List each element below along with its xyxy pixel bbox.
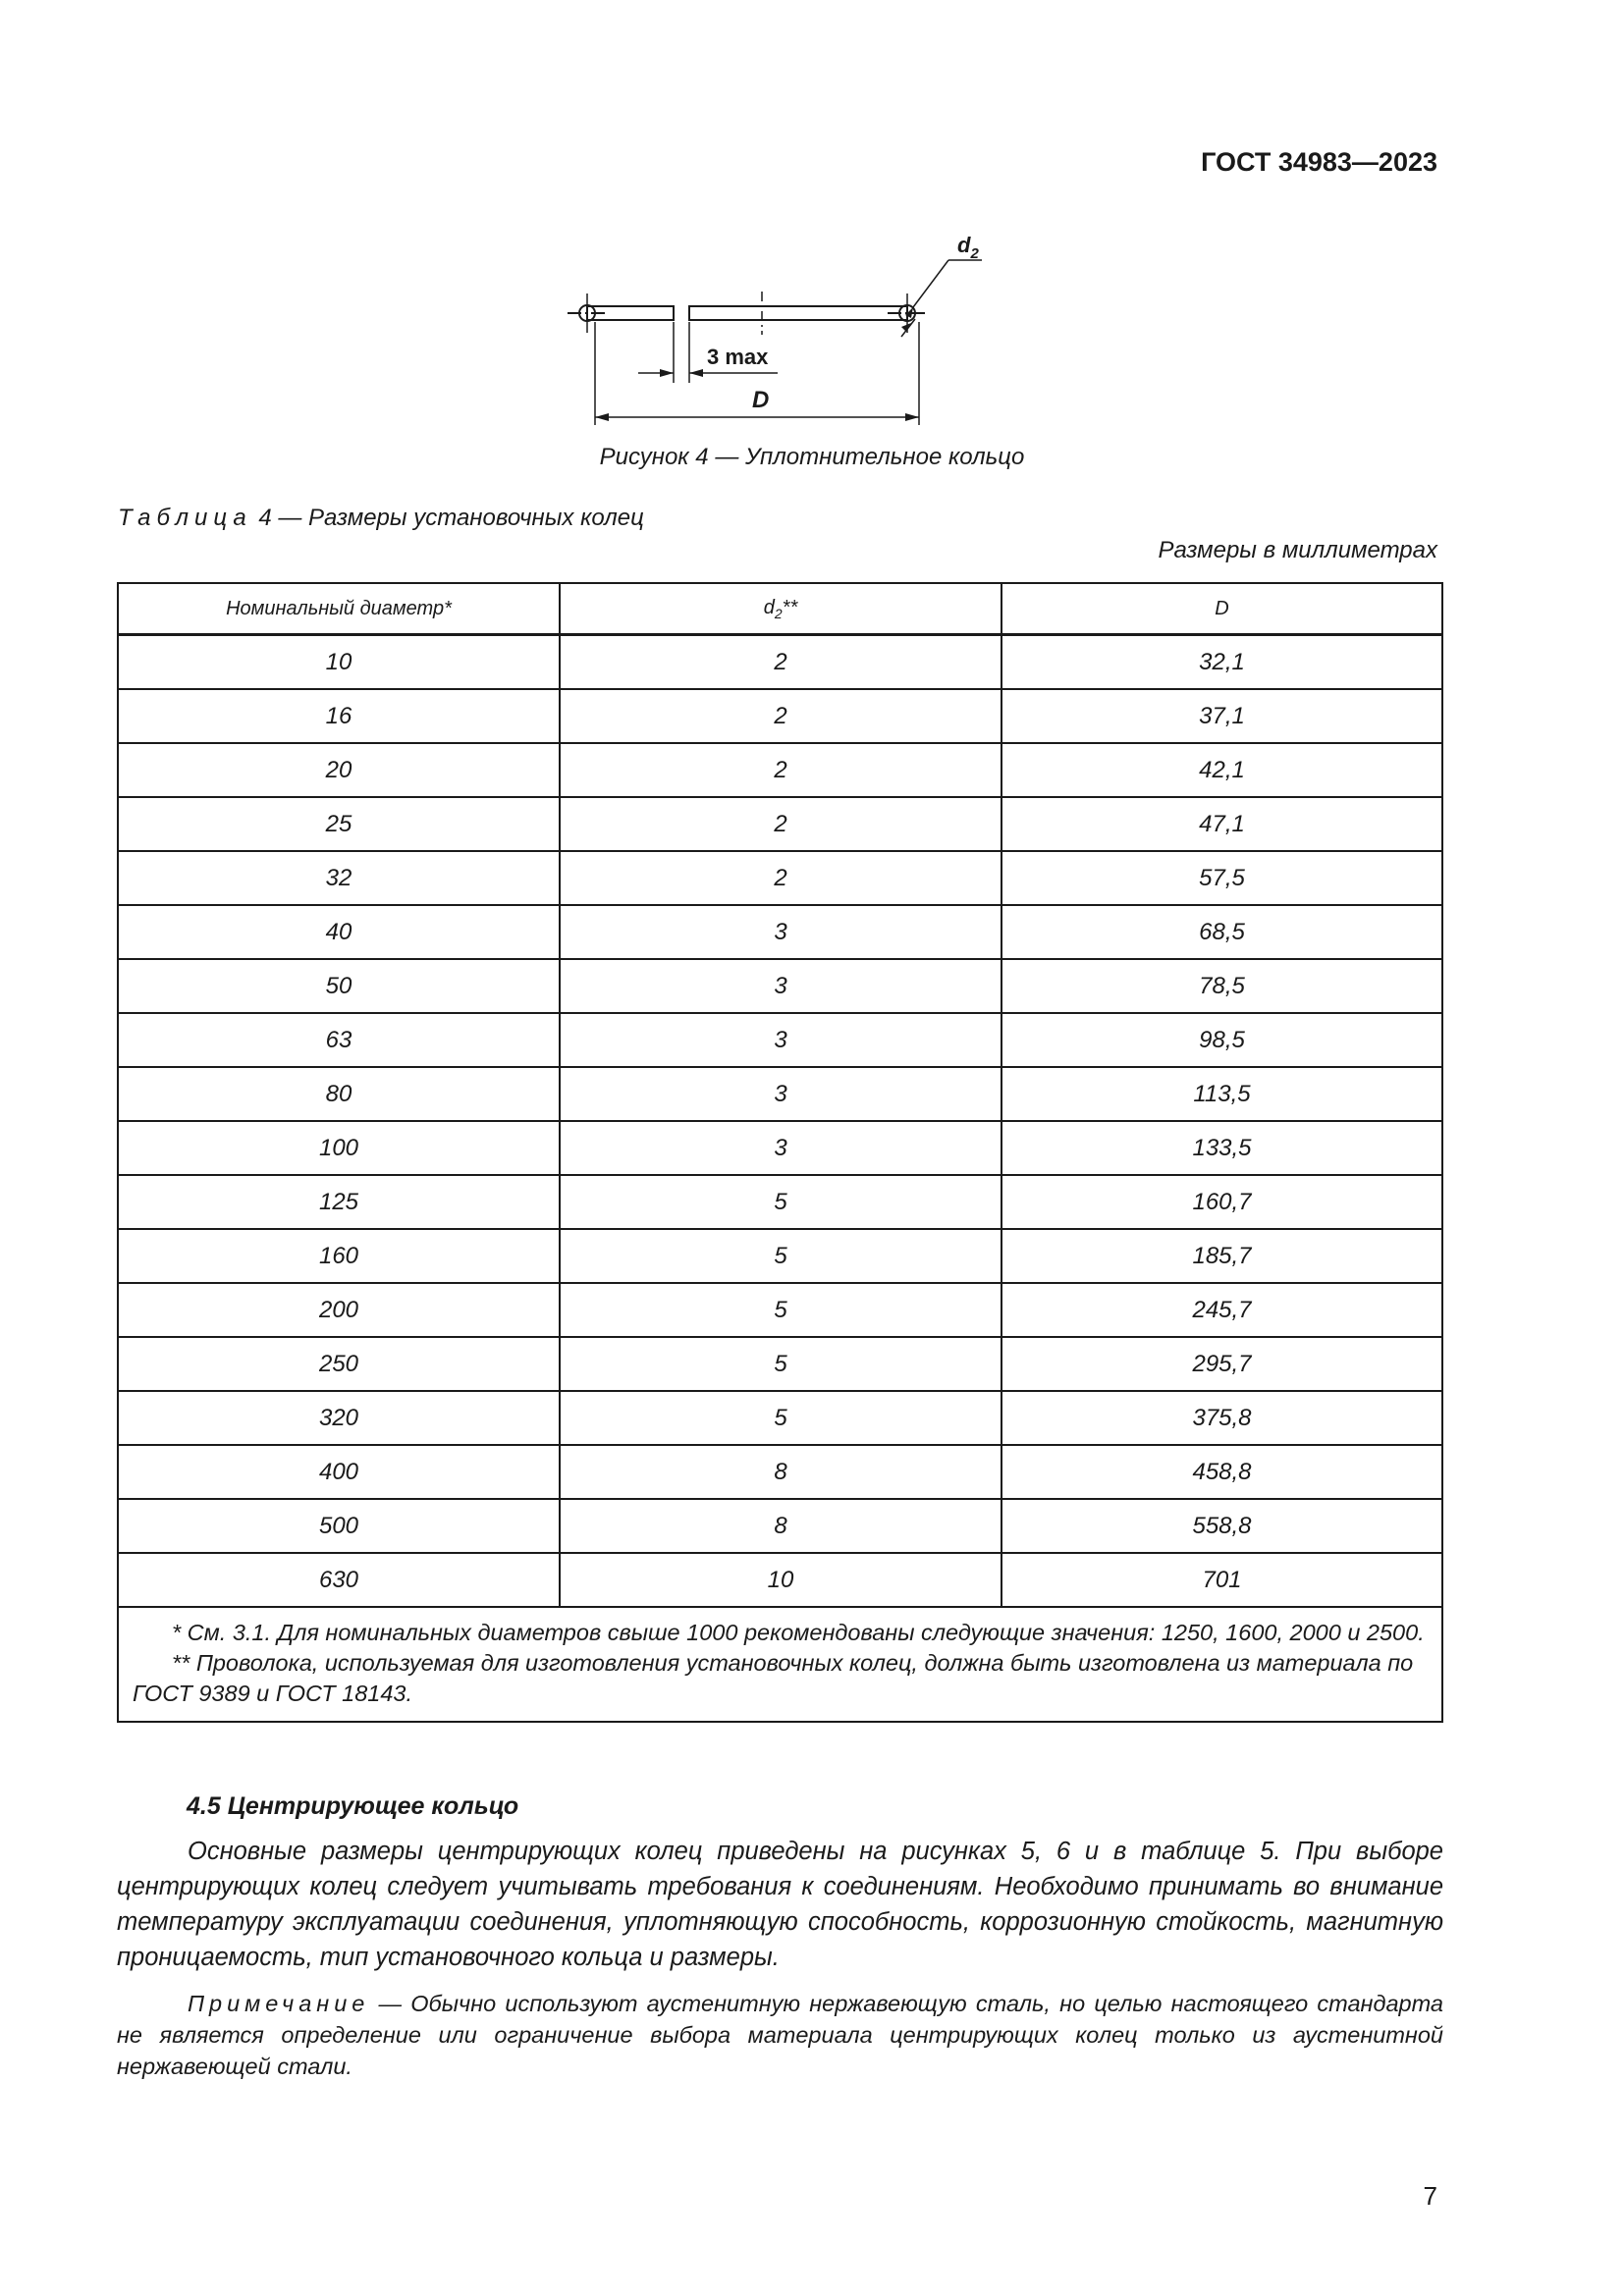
table-units: Размеры в миллиметрах xyxy=(1158,537,1437,563)
d2-cell: 3 xyxy=(560,905,1001,959)
label-3max: 3 max xyxy=(707,345,769,369)
dimensions-table xyxy=(117,582,1443,1723)
nominal-diameter-cell: 400 xyxy=(118,1445,560,1499)
D-cell: 42,1 xyxy=(1001,743,1442,797)
page-number: 7 xyxy=(1423,2181,1437,2211)
section-paragraph: Основные размеры центрирующих колец приведены на рисунках 5, 6 и в таблице 5. При выборе центрирующих колец следует учитывать требования к соединениям. Необходимо принимать во внимание температуру эксплуатации соединения, уплотняющую способность, коррозионную стойкость, магнитную проницаемость, тип установочного кольца и размеры. xyxy=(117,1838,1443,1971)
D-cell: 133,5 xyxy=(1001,1121,1442,1175)
nominal-diameter-cell: 10 xyxy=(118,635,560,690)
D-cell: 113,5 xyxy=(1001,1067,1442,1121)
d2-cell: 3 xyxy=(560,1121,1001,1175)
nominal-diameter-cell: 160 xyxy=(118,1229,560,1283)
D-cell: 558,8 xyxy=(1001,1499,1442,1553)
d2-cell: 3 xyxy=(560,1013,1001,1067)
table-row xyxy=(118,1499,1442,1553)
footnote-1: * См. 3.1. Для номинальных диаметров свыше 1000 рекомендованы следующие значения: 1250, 1600, 2000 и 2500. xyxy=(172,1620,1425,1645)
figure-caption: Рисунок 4 — Уплотнительное кольцо xyxy=(599,444,1025,470)
nominal-diameter-cell: 63 xyxy=(118,1013,560,1067)
table-row xyxy=(118,959,1442,1013)
table-footnotes xyxy=(118,1607,1442,1722)
table-row xyxy=(118,1013,1442,1067)
table-row xyxy=(118,1229,1442,1283)
nominal-diameter-cell: 320 xyxy=(118,1391,560,1445)
D-cell: 160,7 xyxy=(1001,1175,1442,1229)
nominal-diameter-cell: 630 xyxy=(118,1553,560,1607)
D-cell: 458,8 xyxy=(1001,1445,1442,1499)
table-title-rest: 4 — Размеры установочных колец xyxy=(251,505,644,531)
D-cell: 245,7 xyxy=(1001,1283,1442,1337)
header-d2: $d_2**$ xyxy=(560,583,1001,635)
D-cell: 375,8 xyxy=(1001,1391,1442,1445)
table-title xyxy=(118,505,644,532)
label-D: D xyxy=(752,387,770,413)
nominal-diameter-cell: 80 xyxy=(118,1067,560,1121)
table-row xyxy=(118,635,1442,690)
D-cell: 98,5 xyxy=(1001,1013,1442,1067)
d2-cell: 2 xyxy=(560,743,1001,797)
table-footnotes-row xyxy=(118,1607,1442,1722)
d2-cell: 5 xyxy=(560,1229,1001,1283)
header-nominal-diameter: Номинальный диаметр* xyxy=(118,583,560,635)
d2-cell: 10 xyxy=(560,1553,1001,1607)
D-cell: 185,7 xyxy=(1001,1229,1442,1283)
d2-cell: 2 xyxy=(560,797,1001,851)
nominal-diameter-cell: 20 xyxy=(118,743,560,797)
note-label: Примечание xyxy=(188,1991,370,2016)
table-row xyxy=(118,743,1442,797)
nominal-diameter-cell: 200 xyxy=(118,1283,560,1337)
footnote-2: ** Проволока, используемая для изготовления установочных колец, должна быть изготовлена из материала по ГОСТ 9389 и ГОСТ 18143. xyxy=(133,1650,1414,1706)
d2-cell: 5 xyxy=(560,1283,1001,1337)
nominal-diameter-cell: 32 xyxy=(118,851,560,905)
nominal-diameter-cell: 16 xyxy=(118,689,560,743)
D-cell: 295,7 xyxy=(1001,1337,1442,1391)
header-D: D xyxy=(1001,583,1442,635)
nominal-diameter-cell: 125 xyxy=(118,1175,560,1229)
table-header-row xyxy=(118,583,1442,635)
D-cell: 47,1 xyxy=(1001,797,1442,851)
table-row xyxy=(118,1067,1442,1121)
section-note xyxy=(117,1988,1443,2082)
table-row xyxy=(118,1391,1442,1445)
table-row xyxy=(118,1175,1442,1229)
table-row xyxy=(118,1121,1442,1175)
d2-cell: 3 xyxy=(560,1067,1001,1121)
label-d2: $d_2$ xyxy=(957,233,979,262)
table-title-prefix: Таблица xyxy=(118,505,252,531)
D-cell: 701 xyxy=(1001,1553,1442,1607)
d2-cell: 5 xyxy=(560,1175,1001,1229)
nominal-diameter-cell: 25 xyxy=(118,797,560,851)
D-cell: 32,1 xyxy=(1001,635,1442,690)
nominal-diameter-cell: 100 xyxy=(118,1121,560,1175)
table-row xyxy=(118,905,1442,959)
d2-cell: 8 xyxy=(560,1445,1001,1499)
d2-cell: 2 xyxy=(560,635,1001,690)
note-text: — Обычно используют аустенитную нержавеющую сталь, но целью настоящего стандарта не является определение или ограничение выбора материала центрирующих колец только из аустенитной нержавеющей стали. xyxy=(117,1991,1443,2079)
d2-leader xyxy=(913,260,948,307)
document-header: ГОСТ 34983—2023 xyxy=(1201,147,1437,177)
table-row xyxy=(118,1553,1442,1607)
table-row xyxy=(118,689,1442,743)
d2-cell: 8 xyxy=(560,1499,1001,1553)
d2-cell: 5 xyxy=(560,1337,1001,1391)
table-row xyxy=(118,797,1442,851)
table-row xyxy=(118,851,1442,905)
D-cell: 68,5 xyxy=(1001,905,1442,959)
section-heading: 4.5 Центрирующее кольцо xyxy=(187,1792,519,1820)
ring-right-part xyxy=(689,306,907,320)
nominal-diameter-cell: 40 xyxy=(118,905,560,959)
D-cell: 57,5 xyxy=(1001,851,1442,905)
seal-ring-drawing xyxy=(550,221,1021,432)
d2-cell: 2 xyxy=(560,851,1001,905)
table-row xyxy=(118,1283,1442,1337)
D-cell: 78,5 xyxy=(1001,959,1442,1013)
nominal-diameter-cell: 250 xyxy=(118,1337,560,1391)
nominal-diameter-cell: 500 xyxy=(118,1499,560,1553)
d2-cell: 3 xyxy=(560,959,1001,1013)
table-row xyxy=(118,1445,1442,1499)
D-cell: 37,1 xyxy=(1001,689,1442,743)
d2-cell: 5 xyxy=(560,1391,1001,1445)
table-row xyxy=(118,1337,1442,1391)
d2-cell: 2 xyxy=(560,689,1001,743)
nominal-diameter-cell: 50 xyxy=(118,959,560,1013)
